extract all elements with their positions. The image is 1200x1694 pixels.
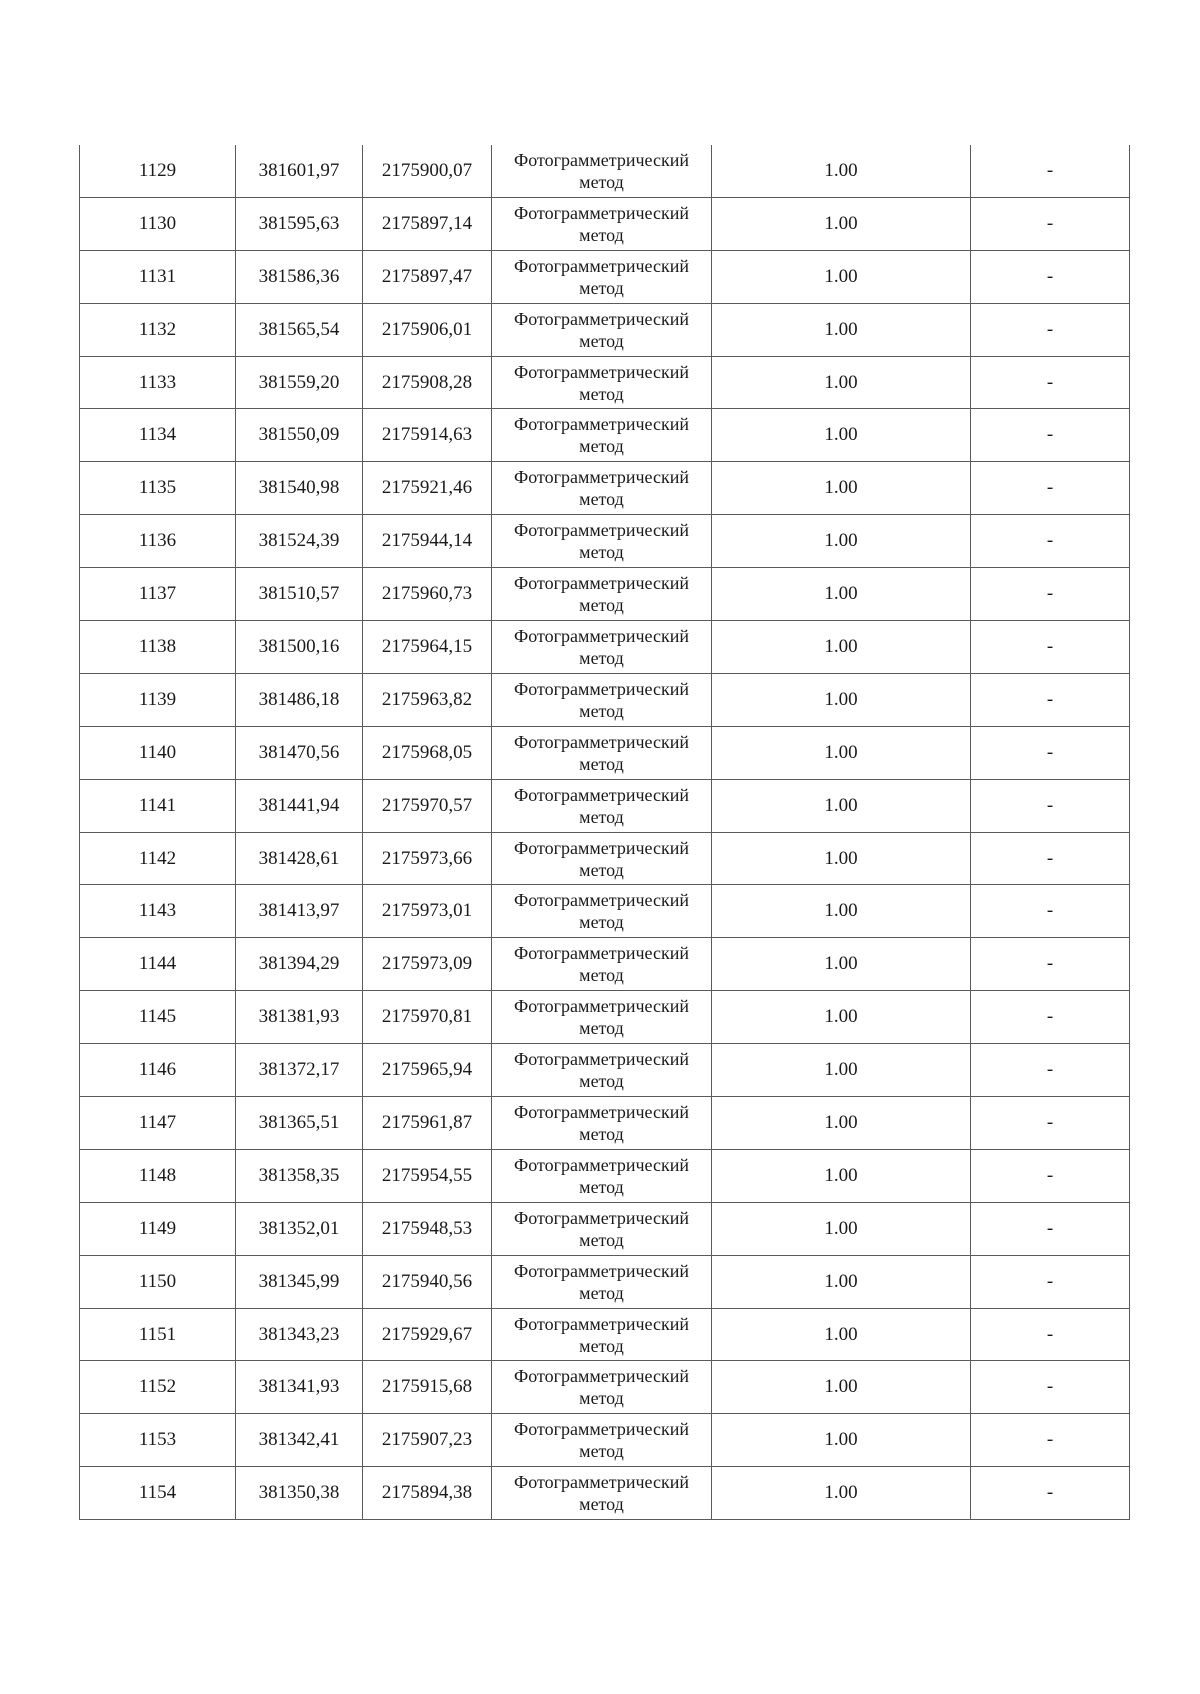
method-text-line: Фотограмметрический xyxy=(514,1260,689,1281)
y-coordinate-cell: 2175963,82 xyxy=(363,673,492,726)
accuracy-cell: 1.00 xyxy=(712,991,971,1044)
method-cell xyxy=(492,1308,712,1361)
table-row xyxy=(80,726,1130,779)
x-coordinate-cell: 381372,17 xyxy=(236,1044,363,1097)
accuracy-cell: 1.00 xyxy=(712,303,971,356)
note-cell: - xyxy=(971,1414,1130,1467)
x-coordinate-cell: 381381,93 xyxy=(236,991,363,1044)
accuracy-cell: 1.00 xyxy=(712,832,971,885)
x-coordinate-cell: 381413,97 xyxy=(236,885,363,938)
coordinates-table xyxy=(79,145,1130,1520)
table-row xyxy=(80,1202,1130,1255)
note-cell: - xyxy=(971,1467,1130,1520)
x-coordinate-cell: 381343,23 xyxy=(236,1308,363,1361)
method-text-line: метод xyxy=(579,1441,624,1462)
note-cell: - xyxy=(971,1097,1130,1150)
y-coordinate-cell: 2175897,47 xyxy=(363,250,492,303)
point-number-cell: 1139 xyxy=(80,673,236,726)
method-text-line: Фотограмметрический xyxy=(514,784,689,805)
method-cell xyxy=(492,1202,712,1255)
method-text-line: метод xyxy=(579,965,624,986)
table-row xyxy=(80,462,1130,515)
accuracy-cell: 1.00 xyxy=(712,250,971,303)
method-text-line: метод xyxy=(579,171,624,192)
point-number-cell: 1150 xyxy=(80,1255,236,1308)
y-coordinate-cell: 2175964,15 xyxy=(363,621,492,674)
x-coordinate-cell: 381524,39 xyxy=(236,515,363,568)
method-text-line: Фотограмметрический xyxy=(514,414,689,435)
x-coordinate-cell: 381341,93 xyxy=(236,1361,363,1414)
point-number-cell: 1136 xyxy=(80,515,236,568)
method-text-line: метод xyxy=(579,647,624,668)
method-text-line: метод xyxy=(579,1071,624,1092)
method-text-line: метод xyxy=(579,1335,624,1356)
table-row xyxy=(80,621,1130,674)
accuracy-cell: 1.00 xyxy=(712,1044,971,1097)
table-row xyxy=(80,250,1130,303)
method-text-line: Фотограмметрический xyxy=(514,1049,689,1070)
accuracy-cell: 1.00 xyxy=(712,145,971,197)
table-row xyxy=(80,1255,1130,1308)
note-cell: - xyxy=(971,1202,1130,1255)
table-row xyxy=(80,409,1130,462)
point-number-cell: 1133 xyxy=(80,356,236,409)
y-coordinate-cell: 2175973,01 xyxy=(363,885,492,938)
note-cell: - xyxy=(971,938,1130,991)
point-number-cell: 1145 xyxy=(80,991,236,1044)
point-number-cell: 1132 xyxy=(80,303,236,356)
method-cell xyxy=(492,462,712,515)
method-text-line: Фотограмметрический xyxy=(514,996,689,1017)
method-text-line: Фотограмметрический xyxy=(514,1366,689,1387)
method-text-line: метод xyxy=(579,1229,624,1250)
method-text-line: Фотограмметрический xyxy=(514,625,689,646)
x-coordinate-cell: 381550,09 xyxy=(236,409,363,462)
point-number-cell: 1143 xyxy=(80,885,236,938)
x-coordinate-cell: 381595,63 xyxy=(236,197,363,250)
point-number-cell: 1138 xyxy=(80,621,236,674)
method-text-line: Фотограмметрический xyxy=(514,837,689,858)
method-text-line: метод xyxy=(579,1494,624,1515)
point-number-cell: 1137 xyxy=(80,568,236,621)
point-number-cell: 1151 xyxy=(80,1308,236,1361)
method-text-line: Фотограмметрический xyxy=(514,1101,689,1122)
x-coordinate-cell: 381358,35 xyxy=(236,1149,363,1202)
y-coordinate-cell: 2175968,05 xyxy=(363,726,492,779)
method-cell xyxy=(492,1255,712,1308)
x-coordinate-cell: 381428,61 xyxy=(236,832,363,885)
method-text-line: Фотограмметрический xyxy=(514,1154,689,1175)
point-number-cell: 1153 xyxy=(80,1414,236,1467)
note-cell: - xyxy=(971,409,1130,462)
y-coordinate-cell: 2175961,87 xyxy=(363,1097,492,1150)
accuracy-cell: 1.00 xyxy=(712,356,971,409)
point-number-cell: 1154 xyxy=(80,1467,236,1520)
method-cell xyxy=(492,568,712,621)
x-coordinate-cell: 381365,51 xyxy=(236,1097,363,1150)
table-row xyxy=(80,1097,1130,1150)
y-coordinate-cell: 2175900,07 xyxy=(363,145,492,197)
method-cell xyxy=(492,1044,712,1097)
method-text-line: Фотограмметрический xyxy=(514,467,689,488)
method-text-line: Фотограмметрический xyxy=(514,149,689,170)
method-text-line: метод xyxy=(579,1123,624,1144)
method-cell xyxy=(492,621,712,674)
y-coordinate-cell: 2175973,66 xyxy=(363,832,492,885)
method-text-line: Фотограмметрический xyxy=(514,890,689,911)
accuracy-cell: 1.00 xyxy=(712,1308,971,1361)
method-cell xyxy=(492,197,712,250)
point-number-cell: 1135 xyxy=(80,462,236,515)
method-cell xyxy=(492,145,712,197)
accuracy-cell: 1.00 xyxy=(712,1097,971,1150)
method-text-line: Фотограмметрический xyxy=(514,1207,689,1228)
table-row xyxy=(80,1044,1130,1097)
y-coordinate-cell: 2175944,14 xyxy=(363,515,492,568)
x-coordinate-cell: 381352,01 xyxy=(236,1202,363,1255)
accuracy-cell: 1.00 xyxy=(712,1467,971,1520)
method-cell xyxy=(492,356,712,409)
table-row xyxy=(80,1149,1130,1202)
table-row xyxy=(80,832,1130,885)
note-cell: - xyxy=(971,1149,1130,1202)
method-text-line: Фотограмметрический xyxy=(514,1472,689,1493)
accuracy-cell: 1.00 xyxy=(712,462,971,515)
point-number-cell: 1130 xyxy=(80,197,236,250)
method-cell xyxy=(492,409,712,462)
accuracy-cell: 1.00 xyxy=(712,726,971,779)
note-cell: - xyxy=(971,1308,1130,1361)
method-cell xyxy=(492,1361,712,1414)
y-coordinate-cell: 2175970,57 xyxy=(363,779,492,832)
x-coordinate-cell: 381470,56 xyxy=(236,726,363,779)
y-coordinate-cell: 2175894,38 xyxy=(363,1467,492,1520)
x-coordinate-cell: 381565,54 xyxy=(236,303,363,356)
point-number-cell: 1140 xyxy=(80,726,236,779)
note-cell: - xyxy=(971,673,1130,726)
point-number-cell: 1144 xyxy=(80,938,236,991)
note-cell: - xyxy=(971,779,1130,832)
table-row xyxy=(80,197,1130,250)
method-text-line: Фотограмметрический xyxy=(514,678,689,699)
y-coordinate-cell: 2175908,28 xyxy=(363,356,492,409)
table-row xyxy=(80,145,1130,197)
method-text-line: Фотограмметрический xyxy=(514,520,689,541)
table-row xyxy=(80,568,1130,621)
note-cell: - xyxy=(971,991,1130,1044)
method-text-line: Фотограмметрический xyxy=(514,361,689,382)
method-text-line: метод xyxy=(579,277,624,298)
accuracy-cell: 1.00 xyxy=(712,938,971,991)
method-text-line: метод xyxy=(579,224,624,245)
note-cell: - xyxy=(971,515,1130,568)
method-cell xyxy=(492,1097,712,1150)
x-coordinate-cell: 381586,36 xyxy=(236,250,363,303)
x-coordinate-cell: 381350,38 xyxy=(236,1467,363,1520)
method-cell xyxy=(492,515,712,568)
method-text-line: метод xyxy=(579,859,624,880)
x-coordinate-cell: 381342,41 xyxy=(236,1414,363,1467)
accuracy-cell: 1.00 xyxy=(712,673,971,726)
accuracy-cell: 1.00 xyxy=(712,1202,971,1255)
accuracy-cell: 1.00 xyxy=(712,1149,971,1202)
y-coordinate-cell: 2175960,73 xyxy=(363,568,492,621)
note-cell: - xyxy=(971,462,1130,515)
note-cell: - xyxy=(971,197,1130,250)
x-coordinate-cell: 381559,20 xyxy=(236,356,363,409)
method-cell xyxy=(492,250,712,303)
method-cell xyxy=(492,726,712,779)
y-coordinate-cell: 2175940,56 xyxy=(363,1255,492,1308)
accuracy-cell: 1.00 xyxy=(712,568,971,621)
table-row xyxy=(80,779,1130,832)
note-cell: - xyxy=(971,832,1130,885)
method-cell xyxy=(492,303,712,356)
table-row xyxy=(80,515,1130,568)
y-coordinate-cell: 2175914,63 xyxy=(363,409,492,462)
point-number-cell: 1152 xyxy=(80,1361,236,1414)
table-row xyxy=(80,938,1130,991)
method-text-line: метод xyxy=(579,542,624,563)
method-text-line: метод xyxy=(579,489,624,510)
accuracy-cell: 1.00 xyxy=(712,621,971,674)
note-cell: - xyxy=(971,726,1130,779)
y-coordinate-cell: 2175929,67 xyxy=(363,1308,492,1361)
table-row xyxy=(80,303,1130,356)
method-text-line: метод xyxy=(579,383,624,404)
table-row xyxy=(80,1361,1130,1414)
x-coordinate-cell: 381510,57 xyxy=(236,568,363,621)
table-row xyxy=(80,885,1130,938)
note-cell: - xyxy=(971,1361,1130,1414)
method-text-line: метод xyxy=(579,595,624,616)
table-row xyxy=(80,991,1130,1044)
point-number-cell: 1146 xyxy=(80,1044,236,1097)
accuracy-cell: 1.00 xyxy=(712,197,971,250)
accuracy-cell: 1.00 xyxy=(712,1255,971,1308)
method-text-line: метод xyxy=(579,912,624,933)
y-coordinate-cell: 2175970,81 xyxy=(363,991,492,1044)
method-text-line: Фотограмметрический xyxy=(514,1419,689,1440)
method-cell xyxy=(492,991,712,1044)
point-number-cell: 1129 xyxy=(80,145,236,197)
table-row xyxy=(80,356,1130,409)
table-row xyxy=(80,1308,1130,1361)
point-number-cell: 1131 xyxy=(80,250,236,303)
method-text-line: Фотограмметрический xyxy=(514,943,689,964)
y-coordinate-cell: 2175915,68 xyxy=(363,1361,492,1414)
point-number-cell: 1141 xyxy=(80,779,236,832)
method-text-line: Фотограмметрический xyxy=(514,731,689,752)
method-text-line: метод xyxy=(579,436,624,457)
note-cell: - xyxy=(971,621,1130,674)
method-text-line: метод xyxy=(579,1176,624,1197)
point-number-cell: 1134 xyxy=(80,409,236,462)
method-text-line: Фотограмметрический xyxy=(514,202,689,223)
x-coordinate-cell: 381601,97 xyxy=(236,145,363,197)
method-text-line: метод xyxy=(579,700,624,721)
x-coordinate-cell: 381441,94 xyxy=(236,779,363,832)
point-number-cell: 1147 xyxy=(80,1097,236,1150)
method-cell xyxy=(492,938,712,991)
point-number-cell: 1142 xyxy=(80,832,236,885)
method-text-line: Фотограмметрический xyxy=(514,573,689,594)
y-coordinate-cell: 2175907,23 xyxy=(363,1414,492,1467)
method-cell xyxy=(492,1467,712,1520)
method-cell xyxy=(492,885,712,938)
table-row xyxy=(80,673,1130,726)
accuracy-cell: 1.00 xyxy=(712,409,971,462)
accuracy-cell: 1.00 xyxy=(712,885,971,938)
table-row xyxy=(80,1414,1130,1467)
accuracy-cell: 1.00 xyxy=(712,515,971,568)
x-coordinate-cell: 381394,29 xyxy=(236,938,363,991)
method-text-line: метод xyxy=(579,1018,624,1039)
method-text-line: Фотограмметрический xyxy=(514,255,689,276)
y-coordinate-cell: 2175906,01 xyxy=(363,303,492,356)
method-text-line: Фотограмметрический xyxy=(514,1313,689,1334)
note-cell: - xyxy=(971,1255,1130,1308)
y-coordinate-cell: 2175921,46 xyxy=(363,462,492,515)
method-text-line: метод xyxy=(579,1282,624,1303)
method-text-line: метод xyxy=(579,806,624,827)
note-cell: - xyxy=(971,250,1130,303)
accuracy-cell: 1.00 xyxy=(712,1361,971,1414)
y-coordinate-cell: 2175965,94 xyxy=(363,1044,492,1097)
method-text-line: метод xyxy=(579,753,624,774)
note-cell: - xyxy=(971,568,1130,621)
accuracy-cell: 1.00 xyxy=(712,1414,971,1467)
x-coordinate-cell: 381345,99 xyxy=(236,1255,363,1308)
method-text-line: метод xyxy=(579,330,624,351)
method-cell xyxy=(492,673,712,726)
y-coordinate-cell: 2175973,09 xyxy=(363,938,492,991)
table-row xyxy=(80,1467,1130,1520)
point-number-cell: 1149 xyxy=(80,1202,236,1255)
accuracy-cell: 1.00 xyxy=(712,779,971,832)
method-cell xyxy=(492,1149,712,1202)
note-cell: - xyxy=(971,356,1130,409)
note-cell: - xyxy=(971,1044,1130,1097)
method-cell xyxy=(492,832,712,885)
method-cell xyxy=(492,779,712,832)
note-cell: - xyxy=(971,885,1130,938)
coordinates-table-body xyxy=(80,145,1130,1520)
method-text-line: метод xyxy=(579,1388,624,1409)
note-cell: - xyxy=(971,145,1130,197)
y-coordinate-cell: 2175897,14 xyxy=(363,197,492,250)
x-coordinate-cell: 381486,18 xyxy=(236,673,363,726)
x-coordinate-cell: 381500,16 xyxy=(236,621,363,674)
method-cell xyxy=(492,1414,712,1467)
method-text-line: Фотограмметрический xyxy=(514,308,689,329)
y-coordinate-cell: 2175948,53 xyxy=(363,1202,492,1255)
y-coordinate-cell: 2175954,55 xyxy=(363,1149,492,1202)
x-coordinate-cell: 381540,98 xyxy=(236,462,363,515)
note-cell: - xyxy=(971,303,1130,356)
point-number-cell: 1148 xyxy=(80,1149,236,1202)
